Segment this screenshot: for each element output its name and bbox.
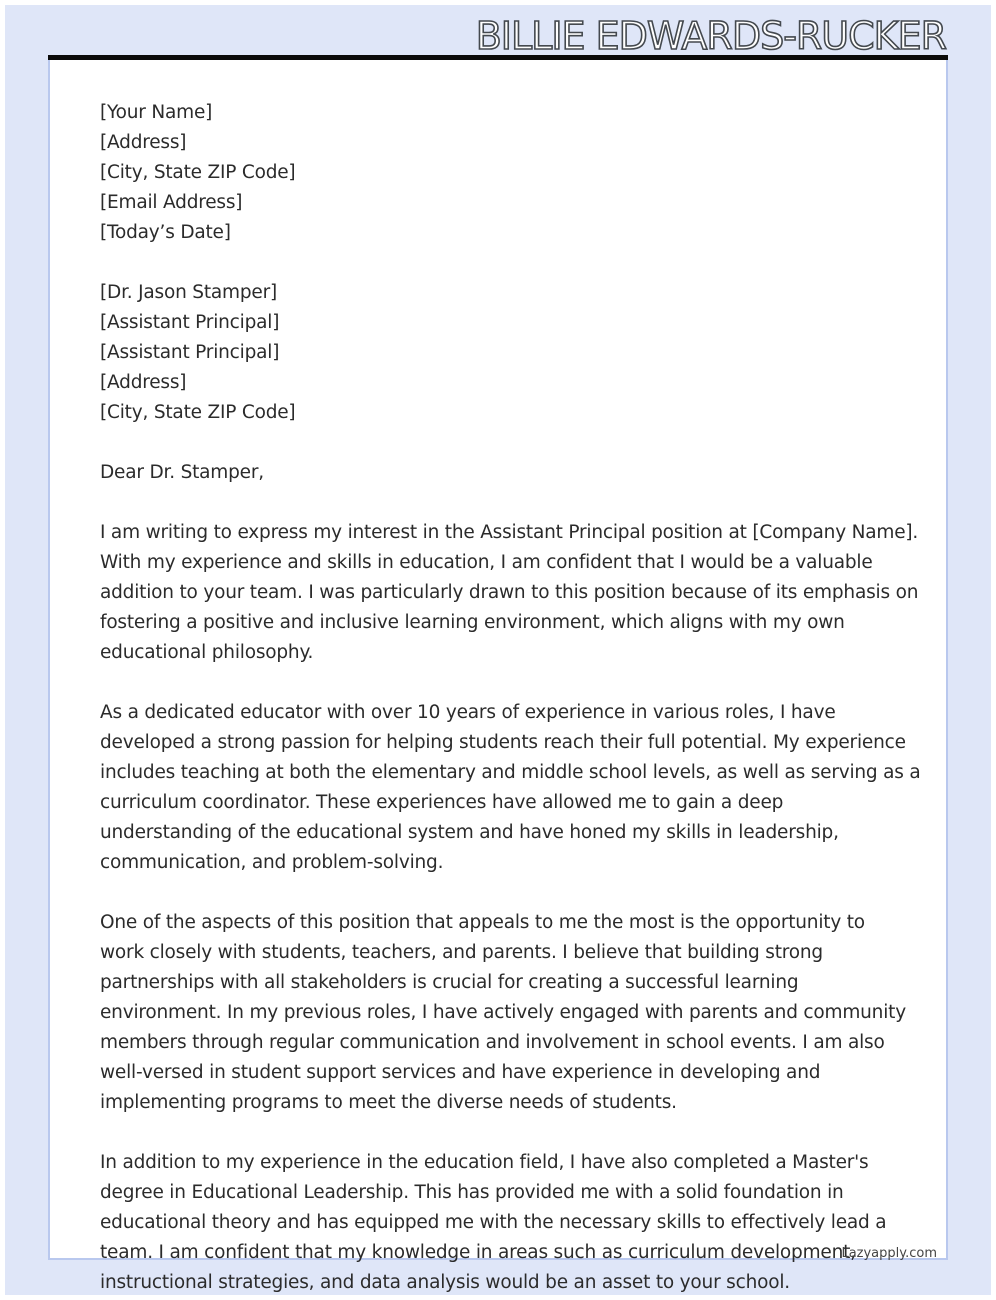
- sender-email: [Email Address]: [100, 192, 243, 213]
- paragraph-line: degree in Educational Leadership. This has provided me with a solid foundation in: [100, 1182, 844, 1203]
- paragraph-line: educational philosophy.: [100, 642, 314, 663]
- recipient-block: [100, 278, 900, 428]
- cover-letter-body: [100, 98, 921, 1298]
- recipient-city-state-zip: [City, State ZIP Code]: [100, 402, 296, 423]
- paragraph-line: In addition to my experience in the education field, I have also completed a Master's: [100, 1152, 869, 1173]
- paragraph-line: members through regular communication and involvement in school events. I am also: [100, 1032, 885, 1053]
- recipient-address: [Address]: [100, 372, 187, 393]
- paragraph-line: One of the aspects of this position that appeals to me the most is the opportunity to: [100, 912, 865, 933]
- paragraph-line: communication, and problem-solving.: [100, 852, 444, 873]
- sender-address: [Address]: [100, 132, 187, 153]
- sender-city-state-zip: [City, State ZIP Code]: [100, 162, 296, 183]
- paragraph-line: implementing programs to meet the diverse needs of students.: [100, 1092, 677, 1113]
- sender-name: [Your Name]: [100, 102, 213, 123]
- paragraph-1: [100, 518, 919, 668]
- paragraph-line: developed a strong passion for helping students reach their full potential. My experience: [100, 732, 906, 753]
- paragraph-line: With my experience and skills in education, I am confident that I would be a valuable: [100, 552, 873, 573]
- paragraph-line: instructional strategies, and data analysis would be an asset to your school.: [100, 1272, 790, 1293]
- paragraph-line: understanding of the educational system and have honed my skills in leadership,: [100, 822, 839, 843]
- recipient-title-2: [Assistant Principal]: [100, 342, 280, 363]
- paragraph-line: partnerships with all stakeholders is crucial for creating a successful learning: [100, 972, 799, 993]
- paragraph-line: environment. In my previous roles, I have actively engaged with parents and community: [100, 1002, 906, 1023]
- paragraph-line: As a dedicated educator with over 10 years of experience in various roles, I have: [100, 702, 836, 723]
- letter-date: [Today’s Date]: [100, 222, 231, 243]
- lazyapply-watermark: Lazyapply.com: [841, 1246, 937, 1261]
- salutation: [100, 458, 900, 488]
- recipient-name: [Dr. Jason Stamper]: [100, 282, 277, 303]
- paragraph-line: well-versed in student support services and have experience in developing and: [100, 1062, 821, 1083]
- salutation-text: Dear Dr. Stamper,: [100, 462, 264, 483]
- recipient-title: [Assistant Principal]: [100, 312, 280, 333]
- applicant-name-heading: BILLIE EDWARDS-RUCKER: [475, 14, 946, 58]
- paragraph-line: addition to your team. I was particularly drawn to this position because of its emphasis on: [100, 582, 919, 603]
- paragraph-line: work closely with students, teachers, and parents. I believe that building strong: [100, 942, 823, 963]
- paragraph-4: [100, 1148, 900, 1298]
- paragraph-2: [100, 698, 921, 878]
- paragraph-line: includes teaching at both the elementary and middle school levels, as well as serving as a: [100, 762, 921, 783]
- paragraph-line: fostering a positive and inclusive learning environment, which aligns with my own: [100, 612, 845, 633]
- paragraph-line: I am writing to express my interest in the Assistant Principal position at [Company Name].: [100, 522, 919, 543]
- paragraph-line: educational theory and has equipped me with the necessary skills to effectively lead a: [100, 1212, 887, 1233]
- paragraph-line: curriculum coordinator. These experiences have allowed me to gain a deep: [100, 792, 784, 813]
- paragraph-3: [100, 908, 906, 1118]
- sender-block: [100, 98, 900, 248]
- paragraph-line: team. I am confident that my knowledge in areas such as curriculum development,: [100, 1242, 856, 1263]
